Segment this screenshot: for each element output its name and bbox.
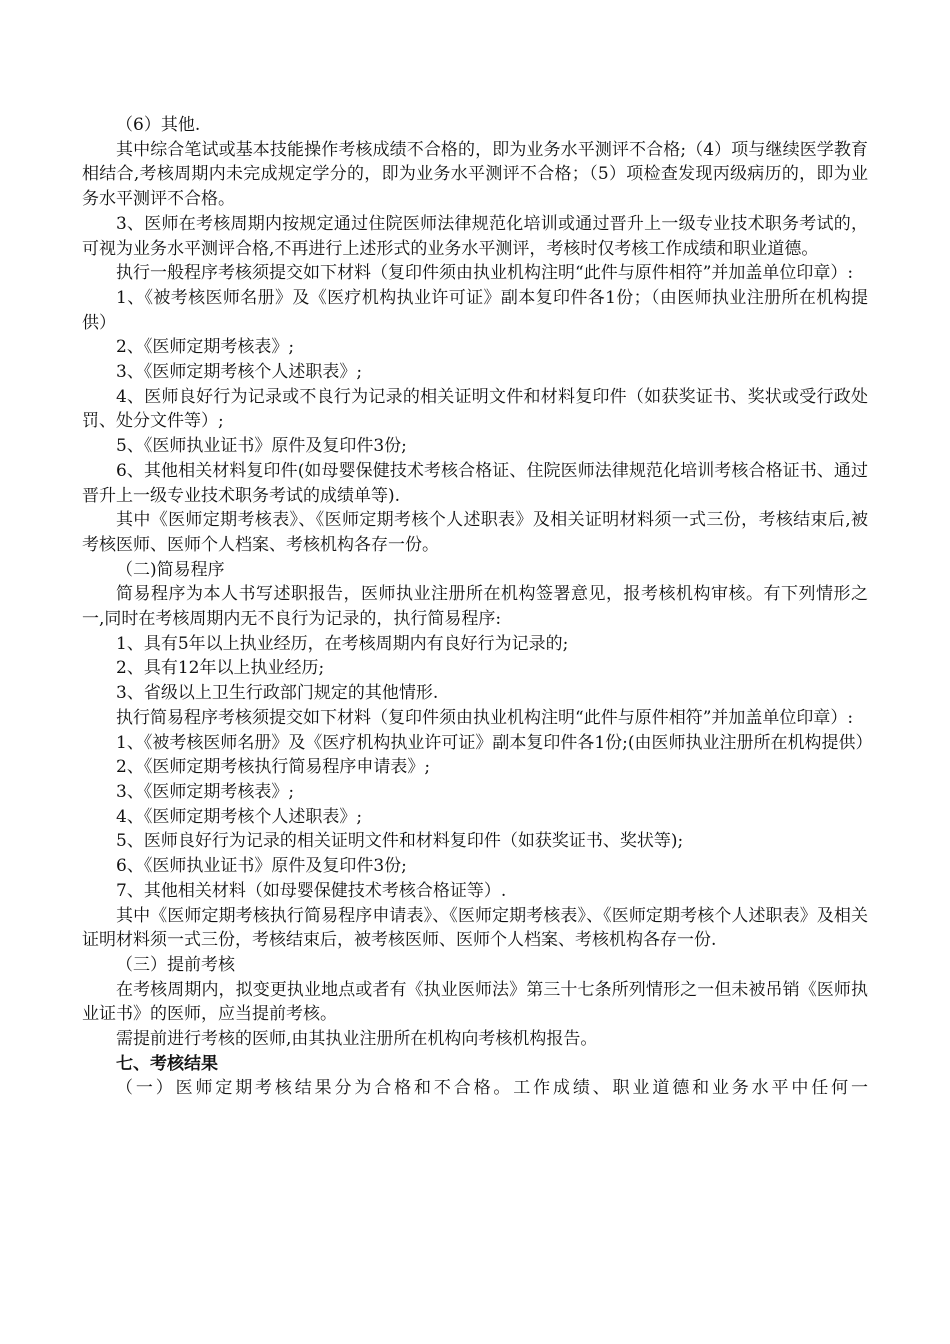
paragraph: 1、《被考核医师名册》及《医疗机构执业许可证》副本复印件各1份;(由医师执业注册所在机构提供） (116, 732, 873, 753)
paragraph: 在考核周期内，拟变更执业地点或者有《执业医师法》第三十七条所列情形之一但未被吊销《医师执业证书》的医师，应当提前考核。 (82, 979, 868, 1025)
paragraph: 7、其他相关材料（如母婴保健技术考核合格证等）. (116, 880, 507, 901)
paragraph: 执行一般程序考核须提交如下材料（复印件须由执业机构注明“此件与原件相符”并加盖单位印章）: (116, 263, 854, 284)
paragraph: 3、《医师定期考核个人述职表》; (116, 362, 363, 383)
subsection-heading: （三）提前考核 (116, 954, 235, 975)
paragraph: 6、其他相关材料复印件(如母婴保健技术考核合格证、住院医师法律规范化培训考核合格证书、通过晋升上一级专业技术职务考试的成绩单等). (82, 460, 868, 506)
paragraph: 3、医师在考核周期内按规定通过住院医师法律规范化培训或通过晋升上一级专业技术职务考试的，可视为业务水平测评合格,不再进行上述形式的业务水平测评，考核时仅考核工作成绩和职业道德。 (82, 213, 868, 259)
paragraph: 执行简易程序考核须提交如下材料（复印件须由执业机构注明“此件与原件相符”并加盖单位印章）: (116, 707, 854, 728)
paragraph: （一）医师定期考核结果分为合格和不合格。工作成绩、职业道德和业务水平中任何一 (116, 1078, 868, 1099)
document-body (82, 113, 873, 1101)
paragraph: 4、医师良好行为记录或不良行为记录的相关证明文件和材料复印件（如获奖证书、奖状或受行政处罚、处分文件等）; (82, 386, 868, 432)
paragraph: 其中《医师定期考核表》、《医师定期考核个人述职表》及相关证明材料须一式三份，考核结束后,被考核医师、医师个人档案、考核机构各存一份。 (82, 510, 868, 555)
paragraph: 3、《医师定期考核表》; (116, 781, 295, 802)
paragraph: 5、医师良好行为记录的相关证明文件和材料复印件（如获奖证书、奖状等); (116, 831, 684, 852)
paragraph: 6、《医师执业证书》原件及复印件3份; (116, 856, 407, 877)
paragraph: 1、具有5年以上执业经历，在考核周期内有良好行为记录的; (116, 633, 569, 654)
paragraph: （6）其他. (116, 115, 201, 135)
paragraph: 2、《医师定期考核执行简易程序申请表》; (116, 757, 431, 778)
paragraph: 5、《医师执业证书》原件及复印件3份; (116, 436, 407, 457)
paragraph: 1、《被考核医师名册》及《医疗机构执业许可证》副本复印件各1份；（由医师执业注册所在机构提供） (82, 287, 868, 333)
paragraph: 简易程序为本人书写述职报告，医师执业注册所在机构签署意见，报考核机构审核。有下列情形之一,同时在考核周期内无不良行为记录的，执行简易程序: (82, 584, 868, 630)
paragraph: 2、具有12年以上执业经历; (116, 658, 325, 679)
paragraph: 2、《医师定期考核表》; (116, 337, 295, 358)
subsection-heading: （二)简易程序 (116, 559, 225, 580)
paragraph: 3、省级以上卫生行政部门规定的其他情形. (116, 683, 439, 704)
paragraph: 其中《医师定期考核执行简易程序申请表》、《医师定期考核表》、《医师定期考核个人述职表》及相关证明材料须一式三份，考核结束后，被考核医师、医师个人档案、考核机构各存一份. (82, 905, 868, 951)
paragraph: 4、《医师定期考核个人述职表》; (116, 806, 363, 827)
paragraph: 其中综合笔试或基本技能操作考核成绩不合格的，即为业务水平测评不合格;（4）项与继续医学教育相结合,考核周期内未完成规定学分的，即为业务水平测评不合格；（5）项检查发现丙级病历的，即为业务水平测评不合格。 (82, 139, 868, 210)
section-heading: 七、考核结果 (116, 1053, 218, 1074)
paragraph: 需提前进行考核的医师,由其执业注册所在机构向考核机构报告。 (116, 1029, 598, 1050)
